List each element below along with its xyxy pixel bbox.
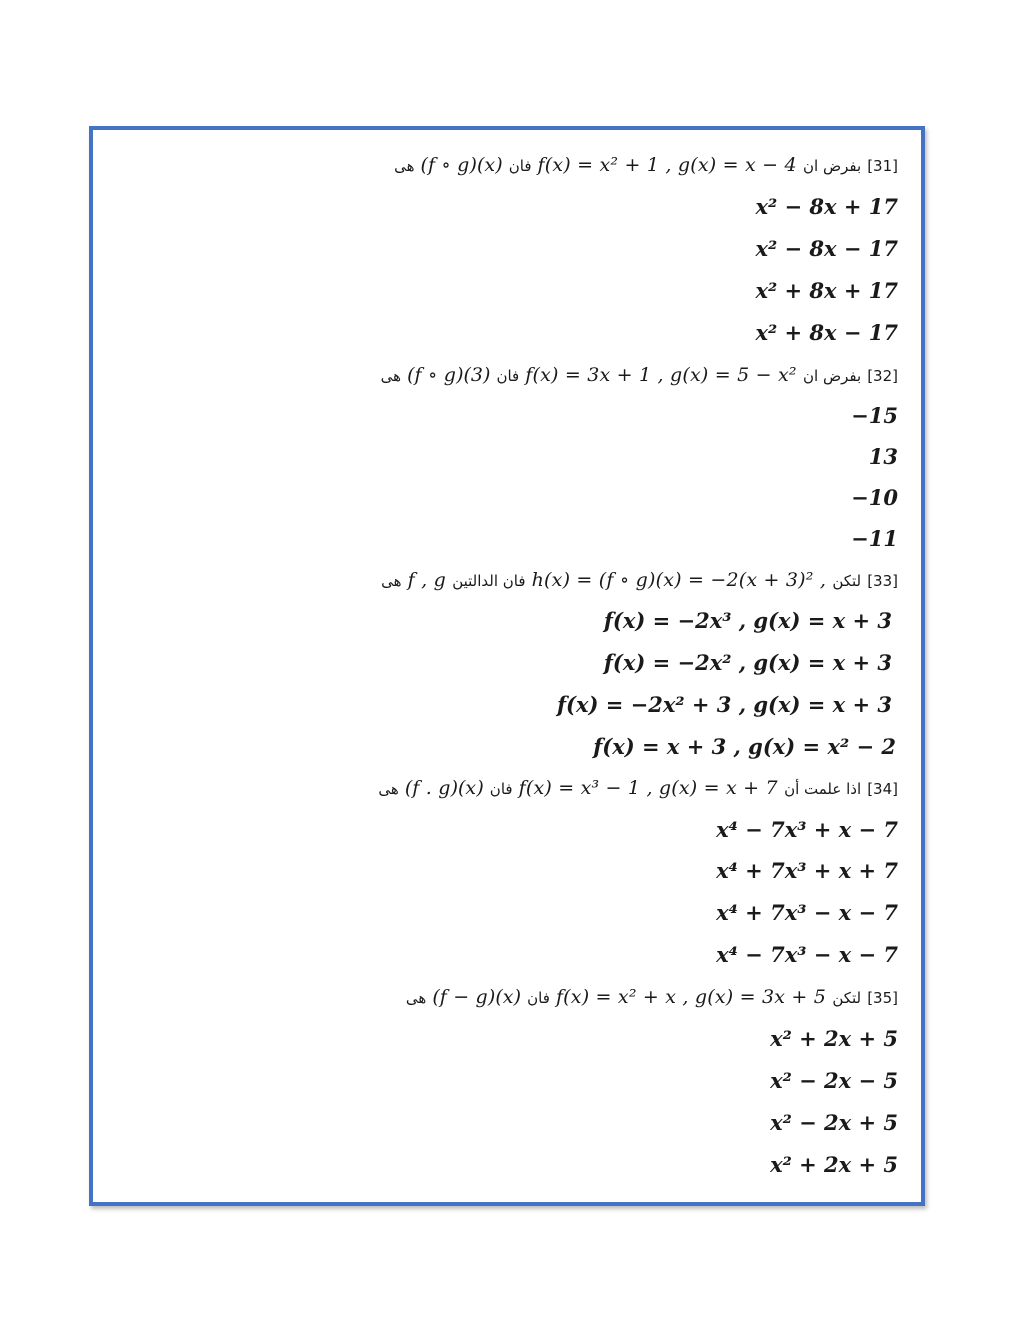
question-tail: هى — [381, 572, 402, 590]
answer-option[interactable]: −10 — [851, 485, 898, 510]
question-tail: هى — [378, 780, 399, 798]
question-target: (f . g)(x) — [404, 777, 484, 799]
question-number: [35] — [867, 989, 898, 1007]
answer-option[interactable]: x² + 8x + 17 — [755, 278, 898, 303]
question-number: [33] — [867, 572, 898, 590]
question-number: [32] — [867, 367, 898, 385]
question-35 — [406, 979, 898, 1015]
answer-option[interactable]: −15 — [851, 403, 898, 428]
answer-option[interactable]: x⁴ + 7x³ − x − 7 — [716, 900, 898, 925]
answer-option[interactable]: f(x) = −2x² + 3 , g(x) = x + 3 — [557, 692, 892, 717]
question-given: f(x) = x³ − 1 , g(x) = x + 7 — [518, 777, 778, 799]
question-given: f(x) = x² + x , g(x) = 3x + 5 — [555, 986, 827, 1008]
question-tail: هى — [380, 367, 402, 385]
question-conjunction: فان — [489, 780, 513, 798]
question-conjunction: فان — [527, 989, 550, 1007]
answer-option[interactable]: f(x) = x + 3 , g(x) = x² − 2 — [593, 734, 896, 759]
answer-option[interactable]: x² − 8x − 17 — [755, 236, 898, 261]
question-33 — [381, 562, 898, 598]
answer-option[interactable]: x² − 2x − 5 — [770, 1068, 898, 1093]
answer-option[interactable]: f(x) = −2x² , g(x) = x + 3 — [603, 650, 892, 675]
question-given: f(x) = 3x + 1 , g(x) = 5 − x² — [525, 364, 797, 386]
question-32 — [381, 357, 898, 393]
answer-option[interactable]: x⁴ + 7x³ + x + 7 — [716, 858, 898, 883]
question-intro: بفرض ان — [803, 367, 862, 385]
question-intro: اذا علمت أن — [784, 780, 862, 798]
question-31 — [394, 147, 898, 183]
question-target: (f ∘ g)(x) — [420, 154, 503, 176]
answer-option[interactable]: x² + 8x − 17 — [755, 320, 898, 345]
question-target: (f ∘ g)(3) — [407, 364, 491, 386]
question-tail: هى — [394, 157, 415, 175]
question-target: f , g — [407, 569, 446, 591]
answer-option[interactable]: −11 — [851, 526, 898, 551]
question-34 — [378, 770, 898, 806]
answer-option[interactable]: x² − 2x + 5 — [770, 1110, 898, 1135]
question-conjunction: فان — [496, 367, 520, 385]
question-number: [34] — [867, 780, 898, 798]
question-given: f(x) = x² + 1 , g(x) = x − 4 — [537, 154, 797, 176]
answer-option[interactable]: x² + 2x + 5 — [770, 1026, 898, 1051]
answer-option[interactable]: x⁴ − 7x³ − x − 7 — [716, 942, 898, 967]
question-conjunction: فان الدالتين — [452, 572, 526, 590]
answer-option[interactable]: f(x) = −2x³ , g(x) = x + 3 — [603, 608, 892, 633]
answer-option[interactable]: x⁴ − 7x³ + x − 7 — [716, 817, 898, 842]
answer-option[interactable]: x² + 2x + 5 — [770, 1152, 898, 1177]
question-conjunction: فان — [508, 157, 532, 175]
question-target: (f − g)(x) — [432, 986, 522, 1008]
question-intro: لتكن — [832, 989, 862, 1007]
answer-option[interactable]: x² − 8x + 17 — [755, 194, 898, 219]
question-tail: هى — [405, 989, 427, 1007]
question-given: h(x) = (f ∘ g)(x) = −2(x + 3)² , — [531, 569, 827, 591]
answer-option[interactable]: 13 — [868, 444, 898, 469]
question-intro: لتكن — [832, 572, 862, 590]
question-number: [31] — [867, 157, 898, 175]
question-intro: بفرض ان — [803, 157, 862, 175]
